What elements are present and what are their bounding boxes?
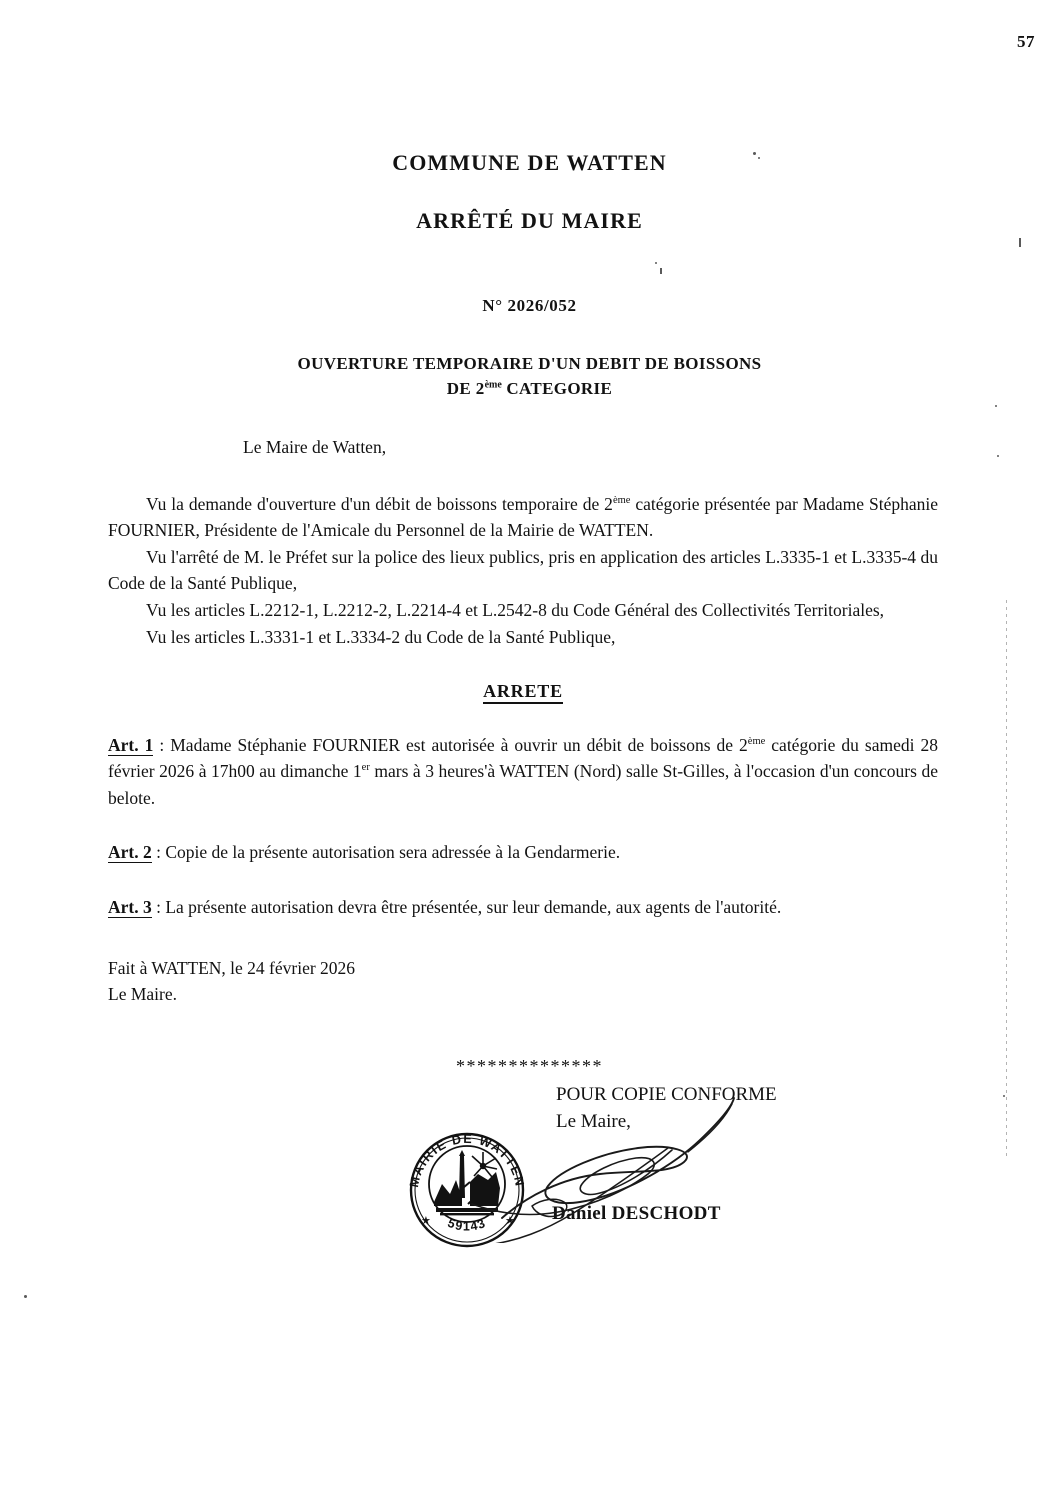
scan-artifact-speck bbox=[24, 1295, 27, 1298]
article-2-text: : Copie de la présente autorisation sera adressée à la Gendarmerie. bbox=[151, 842, 621, 863]
stamp-left-star: ★ bbox=[421, 1215, 431, 1227]
article-1-part2: catégorie du samedi 28 février 2026 à 17h00 au dimanche 1 bbox=[108, 734, 938, 782]
closing-place-date: Fait à WATTEN, le 24 février 2026 bbox=[108, 958, 356, 979]
article-3-text: : La présente autorisation devra être présentée, sur leur demande, aux agents de l'autorité. bbox=[151, 896, 782, 917]
le-maire-label: Le Maire, bbox=[556, 1110, 631, 1132]
stamp-emblem bbox=[434, 1150, 500, 1215]
heading-objet bbox=[0, 352, 1059, 401]
vu-paragraph-4: Vu les articles L.3331-1 et L.3334-2 du Code de la Santé Publique, bbox=[146, 626, 616, 647]
objet-prefix: DE 2 bbox=[446, 378, 485, 398]
heading-objet-line2 bbox=[0, 377, 1059, 402]
scan-artifact-speck bbox=[1003, 1095, 1005, 1097]
objet-suffix: CATEGORIE bbox=[501, 378, 613, 398]
article-1 bbox=[108, 732, 938, 812]
page-number: 57 bbox=[1017, 32, 1035, 51]
vu1-part1: Vu la demande d'ouverture d'un débit de boissons temporaire de 2 bbox=[146, 493, 613, 514]
heading-numero: N° 2026/052 bbox=[482, 296, 577, 315]
article-3 bbox=[108, 894, 938, 921]
stamp-bottom-text: 59143 bbox=[445, 1215, 489, 1234]
heading-objet-line1: OUVERTURE TEMPORAIRE D'UN DEBIT DE BOISSONS bbox=[297, 354, 762, 373]
document-body bbox=[108, 434, 938, 1007]
scan-artifact-speck bbox=[997, 455, 999, 457]
heading-commune: COMMUNE DE WATTEN bbox=[392, 150, 667, 175]
lead-line: Le Maire de Watten, bbox=[243, 437, 387, 457]
arrete-heading bbox=[108, 678, 938, 705]
article-2-label: Art. 2 bbox=[108, 842, 152, 863]
scan-artifact-speck bbox=[995, 405, 997, 407]
article-1-label: Art. 1 bbox=[108, 734, 154, 755]
vu1-part2: catégorie présentée par Madame Stéphanie FOURNIER, Présidente de l'Amicale du Personnel de la Mairie de WATTEN. bbox=[108, 493, 938, 541]
asterisk-divider: ************** bbox=[456, 1056, 603, 1076]
article-2 bbox=[108, 839, 938, 866]
vu-paragraph-3: Vu les articles L.2212-1, L.2212-2, L.2214-4 et L.2542-8 du Code Général des Collectivités Territoriales, bbox=[146, 599, 885, 620]
vu1-superscript: ème bbox=[612, 494, 631, 506]
objet-superscript: ème bbox=[484, 378, 502, 390]
heading-arrete-du-maire: ARRÊTÉ DU MAIRE bbox=[416, 208, 643, 233]
stamp-right-star: ★ bbox=[505, 1215, 515, 1227]
arrete-heading-text: ARRETE bbox=[483, 681, 563, 704]
article-3-label: Art. 3 bbox=[108, 896, 152, 917]
document-headings bbox=[0, 150, 1059, 401]
article-1-superscript-2: er bbox=[361, 762, 370, 774]
vu-paragraph-1 bbox=[108, 491, 938, 544]
signatory-name: Daniel DESCHODT bbox=[552, 1203, 721, 1224]
official-stamp bbox=[404, 1122, 530, 1254]
stamp-top-text: MAIRIE DE WATTEN bbox=[407, 1131, 527, 1189]
article-1-superscript: ème bbox=[747, 735, 766, 747]
article-1-part3: mars à 3 heures'à WATTEN (Nord) salle St-Gilles, à l'occasion d'un concours de belote. bbox=[108, 761, 938, 808]
closing-signatory-title: Le Maire. bbox=[108, 983, 177, 1004]
vu-paragraph-2: Vu l'arrêté de M. le Préfet sur la police des lieux publics, pris en application des articles L.3335-1 et L.3335-4 du Code de la Santé Publique, bbox=[108, 546, 938, 594]
pour-copie-conforme-label: POUR COPIE CONFORME bbox=[556, 1084, 777, 1105]
closing-block bbox=[108, 956, 938, 1007]
article-1-part1: : Madame Stéphanie FOURNIER est autorisée à ouvrir un débit de boissons de 2 bbox=[153, 734, 748, 755]
signature-block bbox=[556, 1082, 777, 1136]
